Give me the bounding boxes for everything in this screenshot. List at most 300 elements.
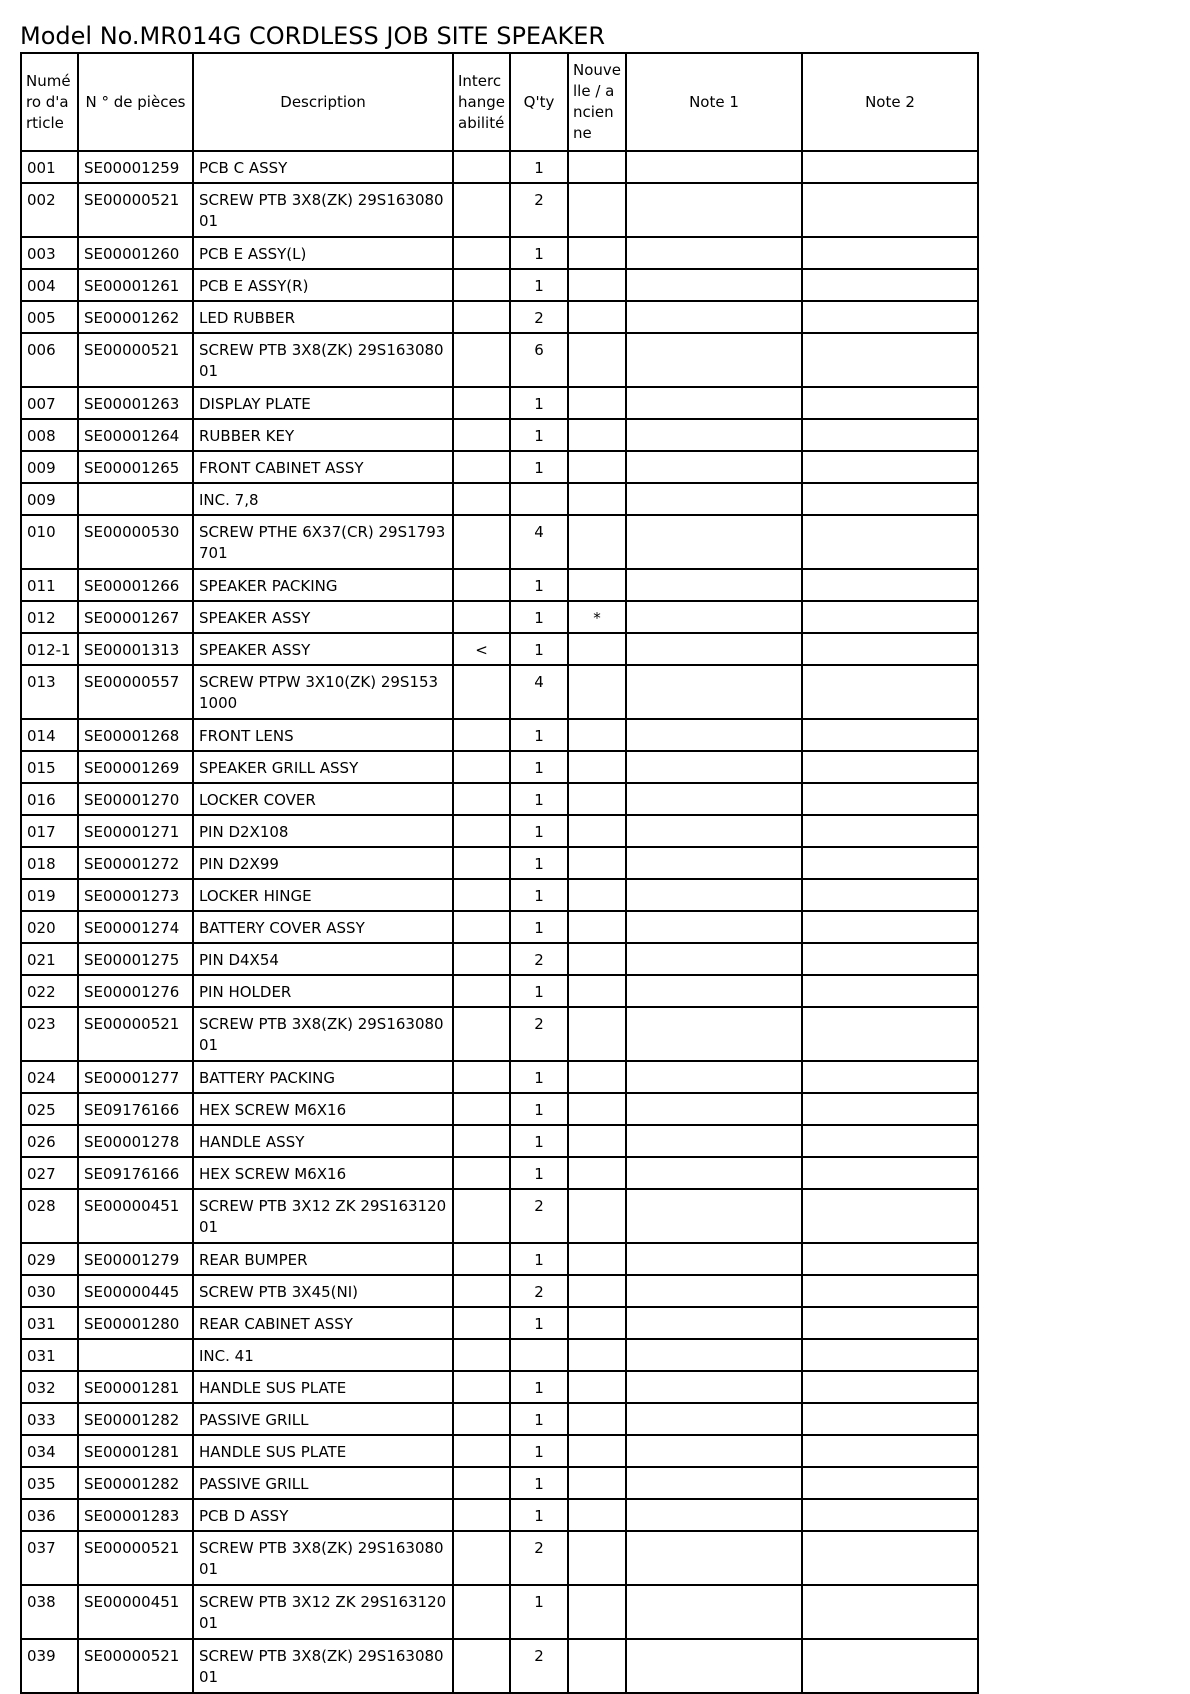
table-row bbox=[21, 911, 978, 943]
interchangeability-cell bbox=[453, 515, 510, 569]
note-1-cell bbox=[626, 601, 802, 633]
note-2-cell bbox=[802, 1061, 978, 1093]
item-number-cell: 013 bbox=[21, 665, 78, 719]
table-row bbox=[21, 515, 978, 569]
description-cell: PCB D ASSY bbox=[193, 1499, 453, 1531]
description-cell: HANDLE SUS PLATE bbox=[193, 1435, 453, 1467]
table-row bbox=[21, 879, 978, 911]
description-cell: INC. 7,8 bbox=[193, 483, 453, 515]
interchangeability-cell bbox=[453, 1189, 510, 1243]
item-number-cell: 014 bbox=[21, 719, 78, 751]
description-cell: SCREW PTHE 6X37(CR) 29S1793701 bbox=[193, 515, 453, 569]
description-cell: SCREW PTB 3X8(ZK) 29S16308001 bbox=[193, 183, 453, 237]
new-old-cell bbox=[568, 1189, 626, 1243]
new-old-cell bbox=[568, 1307, 626, 1339]
item-number-cell: 009 bbox=[21, 451, 78, 483]
part-number-cell: SE00001282 bbox=[78, 1403, 193, 1435]
interchangeability-cell bbox=[453, 333, 510, 387]
quantity-cell: 4 bbox=[510, 665, 568, 719]
table-row bbox=[21, 1243, 978, 1275]
new-old-cell bbox=[568, 419, 626, 451]
description-cell: PCB E ASSY(L) bbox=[193, 237, 453, 269]
note-1-cell bbox=[626, 419, 802, 451]
new-old-cell bbox=[568, 815, 626, 847]
table-row bbox=[21, 387, 978, 419]
item-number-cell: 016 bbox=[21, 783, 78, 815]
note-1-cell bbox=[626, 1435, 802, 1467]
item-number-cell: 036 bbox=[21, 1499, 78, 1531]
item-number-cell: 017 bbox=[21, 815, 78, 847]
table-row bbox=[21, 601, 978, 633]
part-number-cell: SE00001279 bbox=[78, 1243, 193, 1275]
new-old-cell bbox=[568, 1093, 626, 1125]
quantity-cell: 1 bbox=[510, 387, 568, 419]
part-number-cell: SE09176166 bbox=[78, 1093, 193, 1125]
table-row bbox=[21, 237, 978, 269]
note-2-cell bbox=[802, 387, 978, 419]
new-old-cell bbox=[568, 665, 626, 719]
description-cell: PIN HOLDER bbox=[193, 975, 453, 1007]
quantity-cell: 2 bbox=[510, 943, 568, 975]
new-old-cell bbox=[568, 515, 626, 569]
quantity-cell: 1 bbox=[510, 1125, 568, 1157]
quantity-cell bbox=[510, 483, 568, 515]
note-1-cell bbox=[626, 911, 802, 943]
note-2-cell bbox=[802, 1639, 978, 1693]
table-row bbox=[21, 569, 978, 601]
header-new-old: Nouvelle / ancienne bbox=[568, 53, 626, 151]
quantity-cell bbox=[510, 1339, 568, 1371]
description-cell: PASSIVE GRILL bbox=[193, 1467, 453, 1499]
note-2-cell bbox=[802, 237, 978, 269]
description-cell: SCREW PTB 3X8(ZK) 29S16308001 bbox=[193, 1639, 453, 1693]
note-1-cell bbox=[626, 1639, 802, 1693]
note-2-cell bbox=[802, 1467, 978, 1499]
item-number-cell: 038 bbox=[21, 1585, 78, 1639]
item-number-cell: 009 bbox=[21, 483, 78, 515]
table-row bbox=[21, 1189, 978, 1243]
description-cell: SCREW PTB 3X8(ZK) 29S16308001 bbox=[193, 1531, 453, 1585]
interchangeability-cell bbox=[453, 1499, 510, 1531]
note-1-cell bbox=[626, 483, 802, 515]
description-cell: HEX SCREW M6X16 bbox=[193, 1093, 453, 1125]
interchangeability-cell bbox=[453, 1435, 510, 1467]
description-cell: SPEAKER ASSY bbox=[193, 601, 453, 633]
interchangeability-cell bbox=[453, 183, 510, 237]
part-number-cell: SE00001269 bbox=[78, 751, 193, 783]
interchangeability-cell bbox=[453, 665, 510, 719]
table-row bbox=[21, 1125, 978, 1157]
table-row bbox=[21, 943, 978, 975]
item-number-cell: 033 bbox=[21, 1403, 78, 1435]
part-number-cell: SE00000521 bbox=[78, 183, 193, 237]
item-number-cell: 020 bbox=[21, 911, 78, 943]
quantity-cell: 2 bbox=[510, 301, 568, 333]
note-2-cell bbox=[802, 1007, 978, 1061]
interchangeability-cell bbox=[453, 1275, 510, 1307]
part-number-cell: SE00000451 bbox=[78, 1189, 193, 1243]
interchangeability-cell bbox=[453, 387, 510, 419]
note-1-cell bbox=[626, 1403, 802, 1435]
note-2-cell bbox=[802, 451, 978, 483]
note-2-cell bbox=[802, 815, 978, 847]
table-row bbox=[21, 1467, 978, 1499]
new-old-cell bbox=[568, 483, 626, 515]
note-1-cell bbox=[626, 1531, 802, 1585]
interchangeability-cell bbox=[453, 1585, 510, 1639]
table-row bbox=[21, 1275, 978, 1307]
item-number-cell: 025 bbox=[21, 1093, 78, 1125]
description-cell: INC. 41 bbox=[193, 1339, 453, 1371]
note-2-cell bbox=[802, 1371, 978, 1403]
note-1-cell bbox=[626, 847, 802, 879]
note-2-cell bbox=[802, 269, 978, 301]
interchangeability-cell bbox=[453, 911, 510, 943]
description-cell: SCREW PTB 3X12 ZK 29S16312001 bbox=[193, 1585, 453, 1639]
note-2-cell bbox=[802, 601, 978, 633]
table-row bbox=[21, 1007, 978, 1061]
note-2-cell bbox=[802, 879, 978, 911]
table-row bbox=[21, 1585, 978, 1639]
note-1-cell bbox=[626, 1371, 802, 1403]
description-cell: FRONT CABINET ASSY bbox=[193, 451, 453, 483]
part-number-cell: SE00000451 bbox=[78, 1585, 193, 1639]
note-2-cell bbox=[802, 1403, 978, 1435]
quantity-cell: 1 bbox=[510, 1403, 568, 1435]
note-2-cell bbox=[802, 1307, 978, 1339]
page-title: Model No.MR014G CORDLESS JOB SITE SPEAKER bbox=[20, 22, 606, 50]
note-1-cell bbox=[626, 333, 802, 387]
interchangeability-cell bbox=[453, 847, 510, 879]
new-old-cell bbox=[568, 301, 626, 333]
new-old-cell bbox=[568, 1435, 626, 1467]
table-row bbox=[21, 1499, 978, 1531]
interchangeability-cell bbox=[453, 419, 510, 451]
quantity-cell: 1 bbox=[510, 719, 568, 751]
description-cell: PIN D2X99 bbox=[193, 847, 453, 879]
quantity-cell: 1 bbox=[510, 1157, 568, 1189]
new-old-cell bbox=[568, 751, 626, 783]
description-cell: SCREW PTB 3X8(ZK) 29S16308001 bbox=[193, 1007, 453, 1061]
description-cell: BATTERY PACKING bbox=[193, 1061, 453, 1093]
item-number-cell: 004 bbox=[21, 269, 78, 301]
item-number-cell: 034 bbox=[21, 1435, 78, 1467]
note-2-cell bbox=[802, 515, 978, 569]
quantity-cell: 1 bbox=[510, 633, 568, 665]
quantity-cell: 1 bbox=[510, 1435, 568, 1467]
table-row bbox=[21, 847, 978, 879]
quantity-cell: 2 bbox=[510, 1189, 568, 1243]
table-row bbox=[21, 333, 978, 387]
interchangeability-cell bbox=[453, 1125, 510, 1157]
note-1-cell bbox=[626, 1189, 802, 1243]
quantity-cell: 1 bbox=[510, 1499, 568, 1531]
item-number-cell: 005 bbox=[21, 301, 78, 333]
part-number-cell: SE00001313 bbox=[78, 633, 193, 665]
note-1-cell bbox=[626, 943, 802, 975]
item-number-cell: 024 bbox=[21, 1061, 78, 1093]
note-1-cell bbox=[626, 1125, 802, 1157]
part-number-cell: SE00001268 bbox=[78, 719, 193, 751]
note-1-cell bbox=[626, 301, 802, 333]
note-1-cell bbox=[626, 783, 802, 815]
item-number-cell: 026 bbox=[21, 1125, 78, 1157]
interchangeability-cell bbox=[453, 483, 510, 515]
quantity-cell: 1 bbox=[510, 1243, 568, 1275]
note-2-cell bbox=[802, 569, 978, 601]
quantity-cell: 2 bbox=[510, 1531, 568, 1585]
table-row bbox=[21, 419, 978, 451]
quantity-cell: 1 bbox=[510, 847, 568, 879]
part-number-cell: SE00001261 bbox=[78, 269, 193, 301]
quantity-cell: 1 bbox=[510, 879, 568, 911]
description-cell: SCREW PTB 3X12 ZK 29S16312001 bbox=[193, 1189, 453, 1243]
item-number-cell: 022 bbox=[21, 975, 78, 1007]
description-cell: SCREW PTPW 3X10(ZK) 29S1531000 bbox=[193, 665, 453, 719]
new-old-cell bbox=[568, 1499, 626, 1531]
part-number-cell: SE00001270 bbox=[78, 783, 193, 815]
table-row bbox=[21, 751, 978, 783]
note-1-cell bbox=[626, 1061, 802, 1093]
note-2-cell bbox=[802, 1275, 978, 1307]
table-row bbox=[21, 1435, 978, 1467]
item-number-cell: 018 bbox=[21, 847, 78, 879]
table-row bbox=[21, 719, 978, 751]
note-2-cell bbox=[802, 1531, 978, 1585]
quantity-cell: 1 bbox=[510, 569, 568, 601]
description-cell: PIN D2X108 bbox=[193, 815, 453, 847]
interchangeability-cell: < bbox=[453, 633, 510, 665]
quantity-cell: 1 bbox=[510, 1467, 568, 1499]
interchangeability-cell bbox=[453, 1339, 510, 1371]
note-2-cell bbox=[802, 1125, 978, 1157]
item-number-cell: 023 bbox=[21, 1007, 78, 1061]
quantity-cell: 1 bbox=[510, 151, 568, 183]
description-cell: PIN D4X54 bbox=[193, 943, 453, 975]
note-2-cell bbox=[802, 419, 978, 451]
new-old-cell bbox=[568, 1371, 626, 1403]
part-number-cell: SE00001262 bbox=[78, 301, 193, 333]
item-number-cell: 021 bbox=[21, 943, 78, 975]
new-old-cell bbox=[568, 975, 626, 1007]
description-cell: HANDLE SUS PLATE bbox=[193, 1371, 453, 1403]
note-1-cell bbox=[626, 1467, 802, 1499]
interchangeability-cell bbox=[453, 1243, 510, 1275]
description-cell: SPEAKER ASSY bbox=[193, 633, 453, 665]
note-2-cell bbox=[802, 301, 978, 333]
part-number-cell: SE00001259 bbox=[78, 151, 193, 183]
item-number-cell: 039 bbox=[21, 1639, 78, 1693]
quantity-cell: 1 bbox=[510, 1371, 568, 1403]
note-1-cell bbox=[626, 237, 802, 269]
header-interchangeability: Interchangeabilité bbox=[453, 53, 510, 151]
table-row bbox=[21, 483, 978, 515]
item-number-cell: 008 bbox=[21, 419, 78, 451]
interchangeability-cell bbox=[453, 269, 510, 301]
quantity-cell: 6 bbox=[510, 333, 568, 387]
item-number-cell: 001 bbox=[21, 151, 78, 183]
note-2-cell bbox=[802, 911, 978, 943]
item-number-cell: 019 bbox=[21, 879, 78, 911]
note-1-cell bbox=[626, 1499, 802, 1531]
table-row bbox=[21, 269, 978, 301]
note-2-cell bbox=[802, 1243, 978, 1275]
part-number-cell: SE00001275 bbox=[78, 943, 193, 975]
interchangeability-cell bbox=[453, 301, 510, 333]
part-number-cell: SE00001265 bbox=[78, 451, 193, 483]
table-row bbox=[21, 1371, 978, 1403]
new-old-cell bbox=[568, 333, 626, 387]
interchangeability-cell bbox=[453, 151, 510, 183]
interchangeability-cell bbox=[453, 1093, 510, 1125]
table-row bbox=[21, 783, 978, 815]
note-1-cell bbox=[626, 1157, 802, 1189]
table-row bbox=[21, 301, 978, 333]
new-old-cell bbox=[568, 451, 626, 483]
parts-table bbox=[20, 52, 979, 1694]
note-1-cell bbox=[626, 719, 802, 751]
table-row bbox=[21, 1639, 978, 1693]
item-number-cell: 030 bbox=[21, 1275, 78, 1307]
part-number-cell bbox=[78, 1339, 193, 1371]
parts-table-body bbox=[21, 151, 978, 1693]
new-old-cell bbox=[568, 1531, 626, 1585]
quantity-cell: 2 bbox=[510, 1007, 568, 1061]
new-old-cell bbox=[568, 719, 626, 751]
new-old-cell bbox=[568, 1339, 626, 1371]
note-1-cell bbox=[626, 1007, 802, 1061]
quantity-cell: 1 bbox=[510, 419, 568, 451]
new-old-cell bbox=[568, 783, 626, 815]
note-1-cell bbox=[626, 269, 802, 301]
interchangeability-cell bbox=[453, 1639, 510, 1693]
quantity-cell: 4 bbox=[510, 515, 568, 569]
note-1-cell bbox=[626, 751, 802, 783]
part-number-cell: SE00000521 bbox=[78, 333, 193, 387]
item-number-cell: 012-1 bbox=[21, 633, 78, 665]
interchangeability-cell bbox=[453, 601, 510, 633]
interchangeability-cell bbox=[453, 1157, 510, 1189]
note-2-cell bbox=[802, 483, 978, 515]
note-2-cell bbox=[802, 1339, 978, 1371]
note-1-cell bbox=[626, 1339, 802, 1371]
note-2-cell bbox=[802, 719, 978, 751]
quantity-cell: 1 bbox=[510, 451, 568, 483]
item-number-cell: 031 bbox=[21, 1339, 78, 1371]
description-cell: REAR CABINET ASSY bbox=[193, 1307, 453, 1339]
quantity-cell: 1 bbox=[510, 1307, 568, 1339]
note-1-cell bbox=[626, 387, 802, 419]
table-row bbox=[21, 633, 978, 665]
interchangeability-cell bbox=[453, 1007, 510, 1061]
quantity-cell: 2 bbox=[510, 183, 568, 237]
part-number-cell: SE00001272 bbox=[78, 847, 193, 879]
table-row bbox=[21, 451, 978, 483]
item-number-cell: 006 bbox=[21, 333, 78, 387]
note-2-cell bbox=[802, 847, 978, 879]
description-cell: LOCKER COVER bbox=[193, 783, 453, 815]
new-old-cell bbox=[568, 1157, 626, 1189]
interchangeability-cell bbox=[453, 1307, 510, 1339]
new-old-cell bbox=[568, 847, 626, 879]
interchangeability-cell bbox=[453, 1403, 510, 1435]
note-1-cell bbox=[626, 879, 802, 911]
quantity-cell: 2 bbox=[510, 1639, 568, 1693]
new-old-cell bbox=[568, 1639, 626, 1693]
quantity-cell: 1 bbox=[510, 237, 568, 269]
item-number-cell: 015 bbox=[21, 751, 78, 783]
description-cell: HEX SCREW M6X16 bbox=[193, 1157, 453, 1189]
interchangeability-cell bbox=[453, 751, 510, 783]
note-1-cell bbox=[626, 515, 802, 569]
part-number-cell: SE00001267 bbox=[78, 601, 193, 633]
interchangeability-cell bbox=[453, 569, 510, 601]
note-2-cell bbox=[802, 975, 978, 1007]
note-1-cell bbox=[626, 1307, 802, 1339]
interchangeability-cell bbox=[453, 815, 510, 847]
table-row bbox=[21, 975, 978, 1007]
interchangeability-cell bbox=[453, 451, 510, 483]
part-number-cell: SE00001282 bbox=[78, 1467, 193, 1499]
new-old-cell bbox=[568, 1243, 626, 1275]
quantity-cell: 1 bbox=[510, 783, 568, 815]
note-1-cell bbox=[626, 183, 802, 237]
quantity-cell: 1 bbox=[510, 601, 568, 633]
part-number-cell: SE00000445 bbox=[78, 1275, 193, 1307]
new-old-cell bbox=[568, 387, 626, 419]
interchangeability-cell bbox=[453, 1061, 510, 1093]
part-number-cell: SE00001276 bbox=[78, 975, 193, 1007]
part-number-cell bbox=[78, 483, 193, 515]
part-number-cell: SE00000530 bbox=[78, 515, 193, 569]
quantity-cell: 2 bbox=[510, 1275, 568, 1307]
interchangeability-cell bbox=[453, 783, 510, 815]
table-row bbox=[21, 1061, 978, 1093]
note-1-cell bbox=[626, 1275, 802, 1307]
part-number-cell: SE00001281 bbox=[78, 1371, 193, 1403]
part-number-cell: SE00000521 bbox=[78, 1531, 193, 1585]
new-old-cell bbox=[568, 183, 626, 237]
part-number-cell: SE00001283 bbox=[78, 1499, 193, 1531]
interchangeability-cell bbox=[453, 879, 510, 911]
description-cell: PCB E ASSY(R) bbox=[193, 269, 453, 301]
part-number-cell: SE00001273 bbox=[78, 879, 193, 911]
description-cell: LED RUBBER bbox=[193, 301, 453, 333]
item-number-cell: 007 bbox=[21, 387, 78, 419]
note-2-cell bbox=[802, 1435, 978, 1467]
quantity-cell: 1 bbox=[510, 815, 568, 847]
note-1-cell bbox=[626, 569, 802, 601]
description-cell: DISPLAY PLATE bbox=[193, 387, 453, 419]
description-cell: HANDLE ASSY bbox=[193, 1125, 453, 1157]
note-1-cell bbox=[626, 1093, 802, 1125]
note-2-cell bbox=[802, 151, 978, 183]
table-row bbox=[21, 815, 978, 847]
note-1-cell bbox=[626, 975, 802, 1007]
table-row bbox=[21, 151, 978, 183]
item-number-cell: 027 bbox=[21, 1157, 78, 1189]
item-number-cell: 028 bbox=[21, 1189, 78, 1243]
interchangeability-cell bbox=[453, 237, 510, 269]
note-2-cell bbox=[802, 183, 978, 237]
part-number-cell: SE00000521 bbox=[78, 1639, 193, 1693]
note-1-cell bbox=[626, 1243, 802, 1275]
header-qty: Q'ty bbox=[510, 53, 568, 151]
description-cell: SPEAKER GRILL ASSY bbox=[193, 751, 453, 783]
interchangeability-cell bbox=[453, 1467, 510, 1499]
part-number-cell: SE00000557 bbox=[78, 665, 193, 719]
description-cell: SCREW PTB 3X8(ZK) 29S16308001 bbox=[193, 333, 453, 387]
